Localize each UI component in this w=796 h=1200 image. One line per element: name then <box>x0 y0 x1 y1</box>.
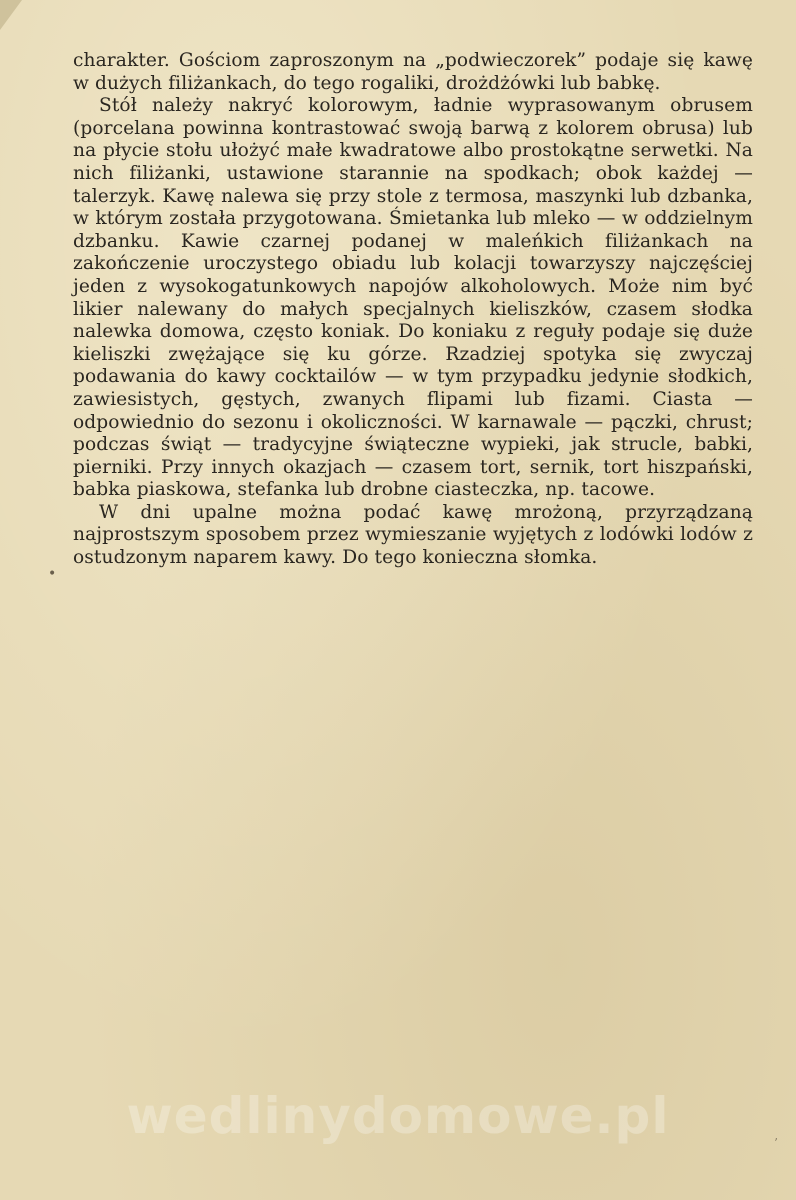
corner-speck: ’ <box>774 1136 778 1150</box>
margin-dot: • <box>48 566 57 582</box>
body-text <box>73 50 753 570</box>
paragraph-2: Stół należy nakryć kolorowym, ładnie wyprasowanym obrusem (porcelana powinna kontrastować swoją barwą z kolorem obrusa) lub na płycie stołu ułożyć małe kwadratowe albo prostokątne serwetki. Na nich filiżanki, ustawione starannie na spodkach; obok każdej — talerzyk. Kawę nalewa się przy stole z termosa, maszynki lub dzbanka, w którym została przygotowana. Śmietanka lub mleko — w oddzielnym dzbanku. Kawie czarnej podanej w maleńkich filiżankach na zakończenie uroczystego obiadu lub kolacji towarzyszy najczęściej jeden z wysokogatunkowych napojów alkoholowych. Może nim być likier nalewany do małych specjalnych kieliszków, czasem słodka nalewka domowa, często koniak. Do koniaku z reguły podaje się duże kieliszki zwężające się ku górze. Rzadziej spotyka się zwyczaj podawania do kawy cocktailów — w tym przypadku jedynie słodkich, zawiesistych, gęstych, zwanych flipami lub fizami. Ciasta — odpowiednio do sezonu i okoliczności. W karnawale — pączki, chrust; podczas świąt — tradycyjne świąteczne wypieki, jak strucle, babki, pierniki. Przy innych okazjach — czasem tort, sernik, tort hiszpański, babka piaskowa, stefanka lub drobne ciasteczka, np. tacowe. <box>73 95 753 501</box>
paragraph-3: W dni upalne można podać kawę mrożoną, przyrządzaną najprostszym sposobem przez wymieszanie wyjętych z lodówki lodów z ostudzonym naparem kawy. Do tego konieczna słomka. <box>73 501 753 569</box>
paragraph-1: charakter. Gościom zaproszonym na „podwieczorek” podaje się kawę w dużych filiżankach, do tego rogaliki, drożdżówki lub babkę. <box>73 50 753 94</box>
page-corner-fold <box>0 0 22 30</box>
watermark: wedlinydomowe.pl <box>126 1087 670 1145</box>
